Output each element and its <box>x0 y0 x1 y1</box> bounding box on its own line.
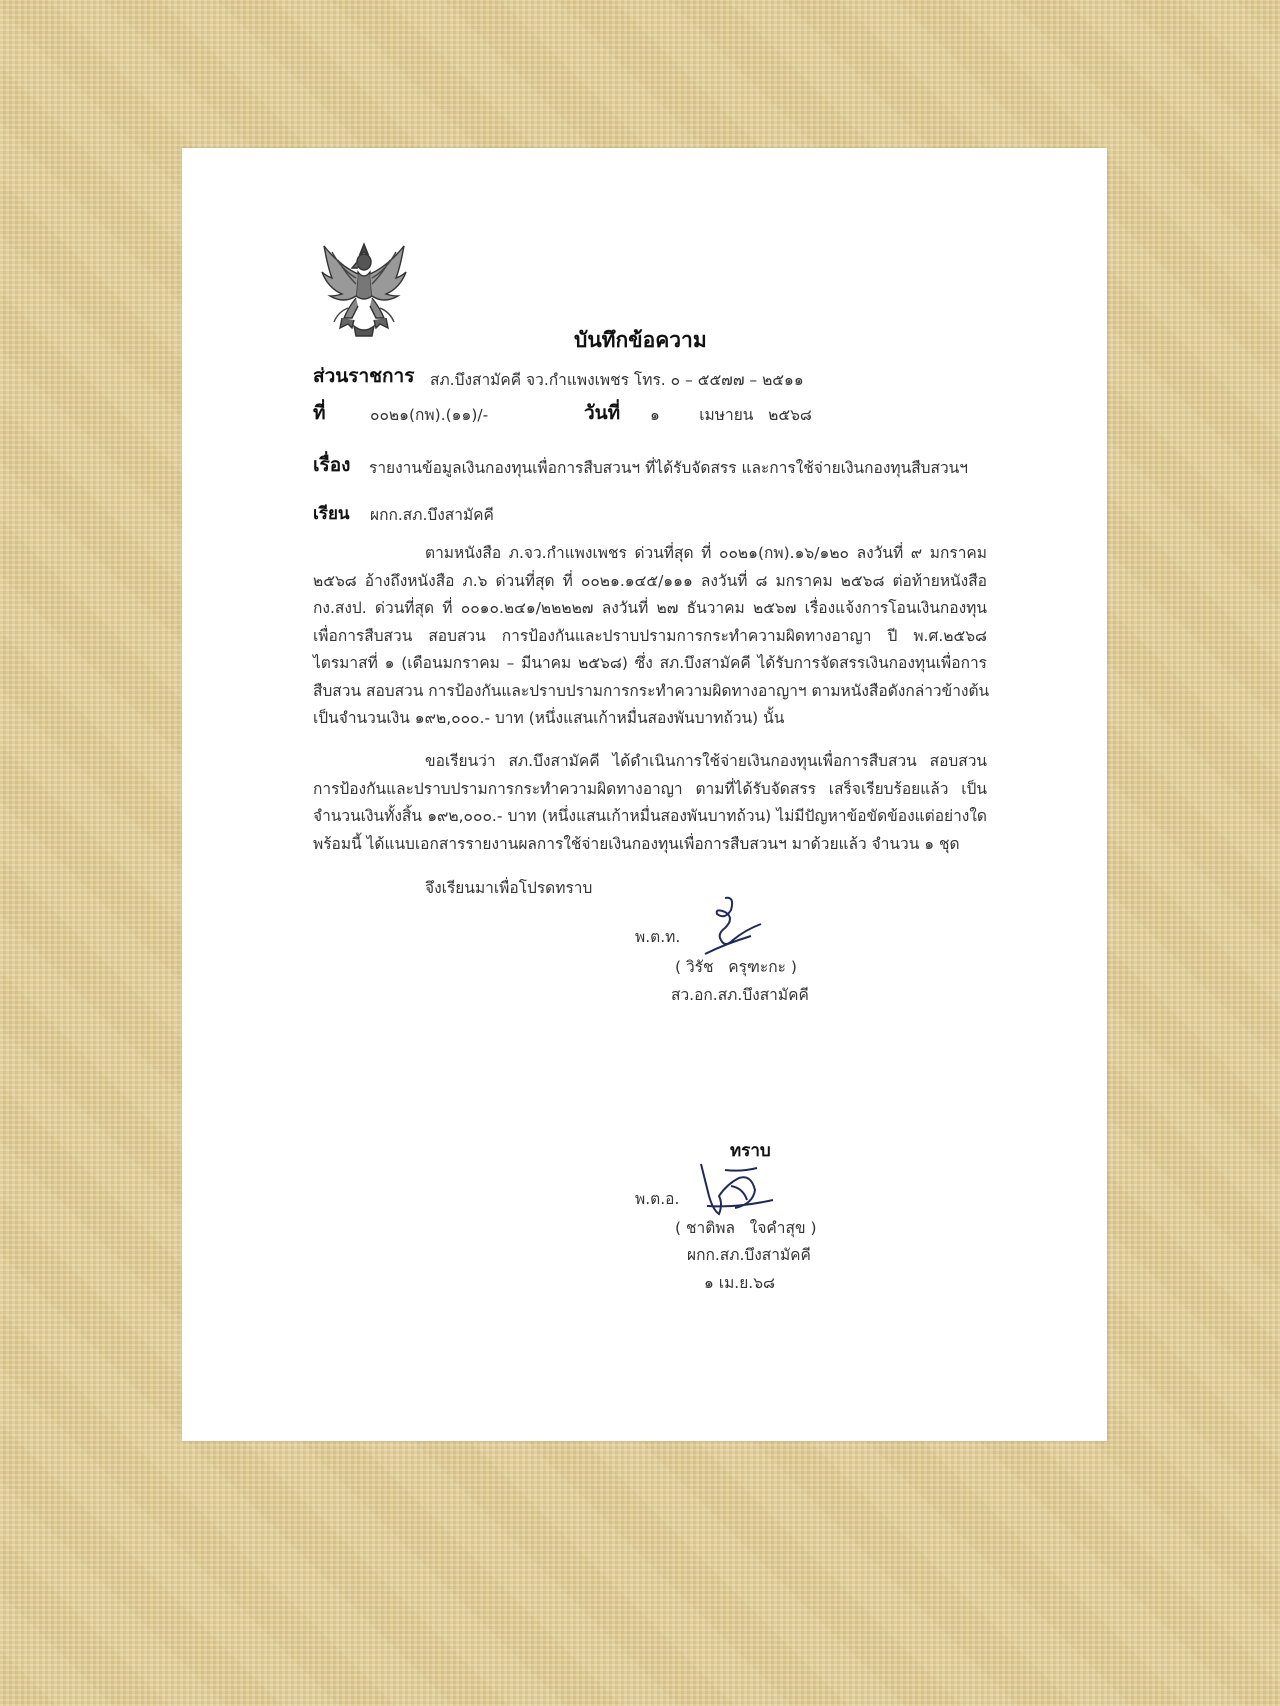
signature-1-icon <box>695 894 765 960</box>
date-value: ๑ เมษายน ๒๕๖๘ <box>650 406 812 424</box>
signer1-name: ( วิรัช ครุฑะกะ ) <box>675 958 797 976</box>
date-label: วันที่ <box>584 402 621 424</box>
reference-label: ที่ <box>313 402 326 424</box>
paragraph-line: การป้องกันและปราบปรามการกระทำความผิดทางอาญา ตามที่ได้รับจัดสรร เสร็จเรียบร้อยแล้ว เป็น <box>313 779 987 798</box>
signer1-position: สว.อก.สภ.บึงสามัคคี <box>671 986 809 1004</box>
signer2-date: ๑ เม.ย.๖๘ <box>704 1274 776 1292</box>
paragraph-line: จำนวนเงินทั้งสิ้น ๑๙๒,๐๐๐.- บาท (หนึ่งแสนเก้าหมื่นสองพันบาทถ้วน) ไม่มีปัญหาข้อขัดข้องแต่อย่างใด <box>313 807 987 825</box>
acknowledge-text: ทราบ <box>730 1141 771 1161</box>
paragraph-line: ขอเรียนว่า สภ.บึงสามัคคี ได้ดำเนินการใช้จ่ายเงินกองทุนเพื่อการสืบสวน สอบสวน <box>425 752 987 770</box>
recipient-value: ผกก.สภ.บึงสามัคคี <box>370 506 494 524</box>
paragraph-1 <box>313 540 990 733</box>
paragraph-line: เพื่อการสืบสวน สอบสวน การป้องกันและปราบปรามการกระทำความผิดทางอาญา ปี พ.ศ.๒๕๖๘ <box>313 626 987 645</box>
signer1-rank: พ.ต.ท. <box>635 928 681 946</box>
recipient-label: เรียน <box>313 504 350 524</box>
paragraph-line: กง.สงป. ด่วนที่สุด ที่ ๐๐๑๐.๒๔๑/๒๒๒๒๗ ลงวันที่ ๒๗ ธันวาคม ๒๕๖๗ เรื่องแจ้งการโอนเงินกองทุน <box>313 599 987 617</box>
signer2-rank: พ.ต.อ. <box>635 1190 680 1208</box>
subject-label: เรื่อง <box>313 454 351 476</box>
agency-value: สภ.บึงสามัคคี จว.กำแพงเพชร โทร. ๐ – ๕๕๗๗ – ๒๕๑๑ <box>430 371 804 389</box>
paragraph-line: ไตรมาสที่ ๑ (เดือนมกราคม – มีนาคม ๒๕๖๘) ซึ่ง สภ.บึงสามัคคี ได้รับการจัดสรรเงินกองทุนเพื่อการ <box>313 654 987 672</box>
document-title: บันทึกข้อความ <box>574 328 707 352</box>
garuda-emblem-icon <box>318 238 410 338</box>
agency-label: ส่วนราชการ <box>313 365 415 387</box>
paragraph-line: ตามหนังสือ ภ.จว.กำแพงเพชร ด่วนที่สุด ที่ ๐๐๒๑(กพ).๑๖/๑๒๐ ลงวันที่ ๙ มกราคม <box>425 544 987 562</box>
paragraph-2 <box>313 748 987 858</box>
signature-2-icon <box>697 1160 777 1220</box>
paragraph-line: เป็นจำนวนเงิน ๑๙๒,๐๐๐.- บาท (หนึ่งแสนเก้าหมื่นสองพันบาทถ้วน) นั้น <box>313 709 785 727</box>
closing-text: จึงเรียนมาเพื่อโปรดทราบ <box>425 879 593 897</box>
paragraph-line: ๒๕๖๘ อ้างถึงหนังสือ ภ.๖ ด่วนที่สุด ที่ ๐๐๒๑.๑๔๕/๑๑๑ ลงวันที่ ๘ มกราคม ๒๕๖๘ ต่อท้ายหนังสือ <box>313 571 987 590</box>
signer2-name: ( ชาติพล ใจคำสุข ) <box>675 1219 817 1237</box>
paragraph-line: พร้อมนี้ ได้แนบเอกสารรายงานผลการใช้จ่ายเงินกองทุนเพื่อการสืบสวนฯ มาด้วยแล้ว จำนวน ๑ ชุด <box>313 834 960 853</box>
paragraph-line: สืบสวน สอบสวน การป้องกันและปราบปรามการกระทำความผิดทางอาญาฯ ตามหนังสือดังกล่าวข้างต้น <box>313 681 990 700</box>
signer2-position: ผกก.สภ.บึงสามัคคี <box>687 1246 811 1264</box>
subject-value: รายงานข้อมูลเงินกองทุนเพื่อการสืบสวนฯ ที่ได้รับจัดสรร และการใช้จ่ายเงินกองทุนสืบสวนฯ <box>369 459 968 477</box>
reference-number: ๐๐๒๑(กพ).(๑๑)/- <box>370 406 489 424</box>
